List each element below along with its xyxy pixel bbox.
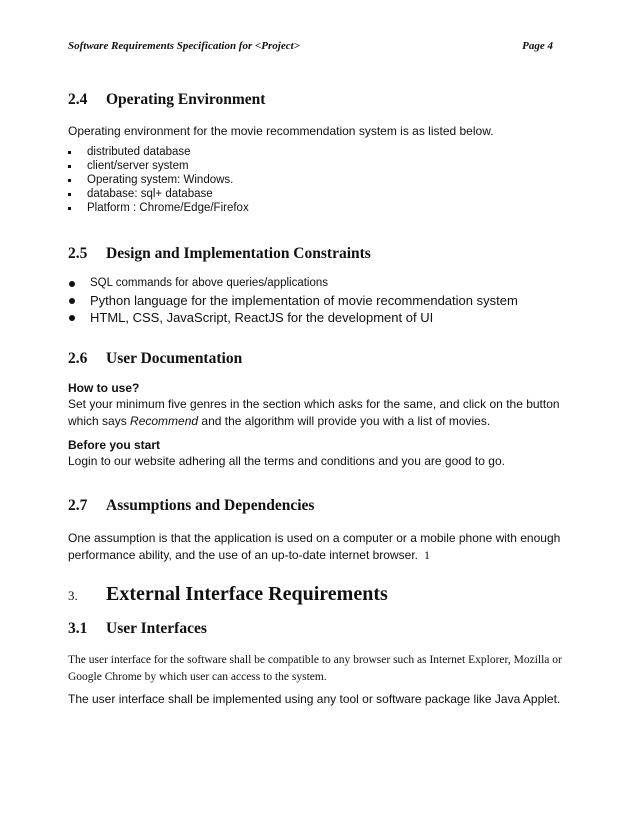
assumptions-text [68, 530, 578, 564]
list-item: SQL commands for above queries/applications [68, 275, 518, 292]
section-number: 2.7 [68, 497, 88, 514]
section-title: User Documentation [106, 350, 243, 367]
how-to-use-heading: How to use? [68, 381, 140, 395]
section-number: 3. [68, 588, 78, 603]
before-you-start-text: Login to our website adhering all the terms and conditions and you are good to go. [68, 454, 505, 468]
text-run: and the algorithm will provide you with a list of movies. [198, 414, 491, 428]
how-to-use-text [68, 396, 578, 430]
list-item: database: sql+ database [68, 187, 249, 201]
section-number: 2.5 [68, 245, 88, 262]
section-2-4-heading [68, 91, 265, 109]
section-number: 2.6 [68, 350, 88, 367]
section-number: 3.1 [68, 620, 88, 637]
user-interfaces-text-2: The user interface shall be implemented using any tool or software package like Java Applet. [68, 692, 561, 706]
text-run: Set your minimum five genres in the section which asks for the same, and click on the button which says [68, 397, 560, 428]
section-title: User Interfaces [106, 620, 207, 637]
section-title: Operating Environment [106, 91, 266, 108]
section-title: Design and Implementation Constraints [106, 245, 371, 262]
footnote-reference: 1 [423, 548, 430, 562]
list-item: Python language for the implementation of movie recommendation system [68, 292, 518, 309]
operating-environment-list [68, 145, 249, 215]
header-page-number: Page 4 [522, 40, 553, 52]
recommend-emphasis: Recommend [130, 414, 199, 428]
section-3-1-heading [68, 620, 207, 638]
list-item: Operating system: Windows. [68, 173, 249, 187]
constraints-list [68, 275, 518, 326]
section-title: Assumptions and Dependencies [106, 497, 315, 514]
section-2-5-heading [68, 245, 371, 263]
section-title: External Interface Requirements [106, 583, 388, 605]
page-header [68, 40, 553, 52]
section-2-7-heading [68, 497, 314, 515]
operating-environment-intro: Operating environment for the movie recommendation system is as listed below. [68, 124, 494, 138]
header-title: Software Requirements Specification for <Project> [68, 40, 300, 52]
section-2-6-heading [68, 350, 242, 368]
list-item: client/server system [68, 159, 249, 173]
list-item: HTML, CSS, JavaScript, ReactJS for the development of UI [68, 309, 518, 326]
text-run: One assumption is that the application is used on a computer or a mobile phone with enough performance ability, and the use of an up-to-date internet browser. [68, 531, 561, 562]
list-item: distributed database [68, 145, 249, 159]
section-number: 2.4 [68, 91, 88, 108]
user-interfaces-text-1: The user interface for the software shall be compatible to any browser such as Internet Explorer, Mozilla or Google Chrome by which user can access to the system. [68, 654, 562, 683]
section-3-heading [68, 583, 388, 606]
list-item: Platform : Chrome/Edge/Firefox [68, 201, 249, 215]
before-you-start-heading: Before you start [68, 438, 161, 452]
